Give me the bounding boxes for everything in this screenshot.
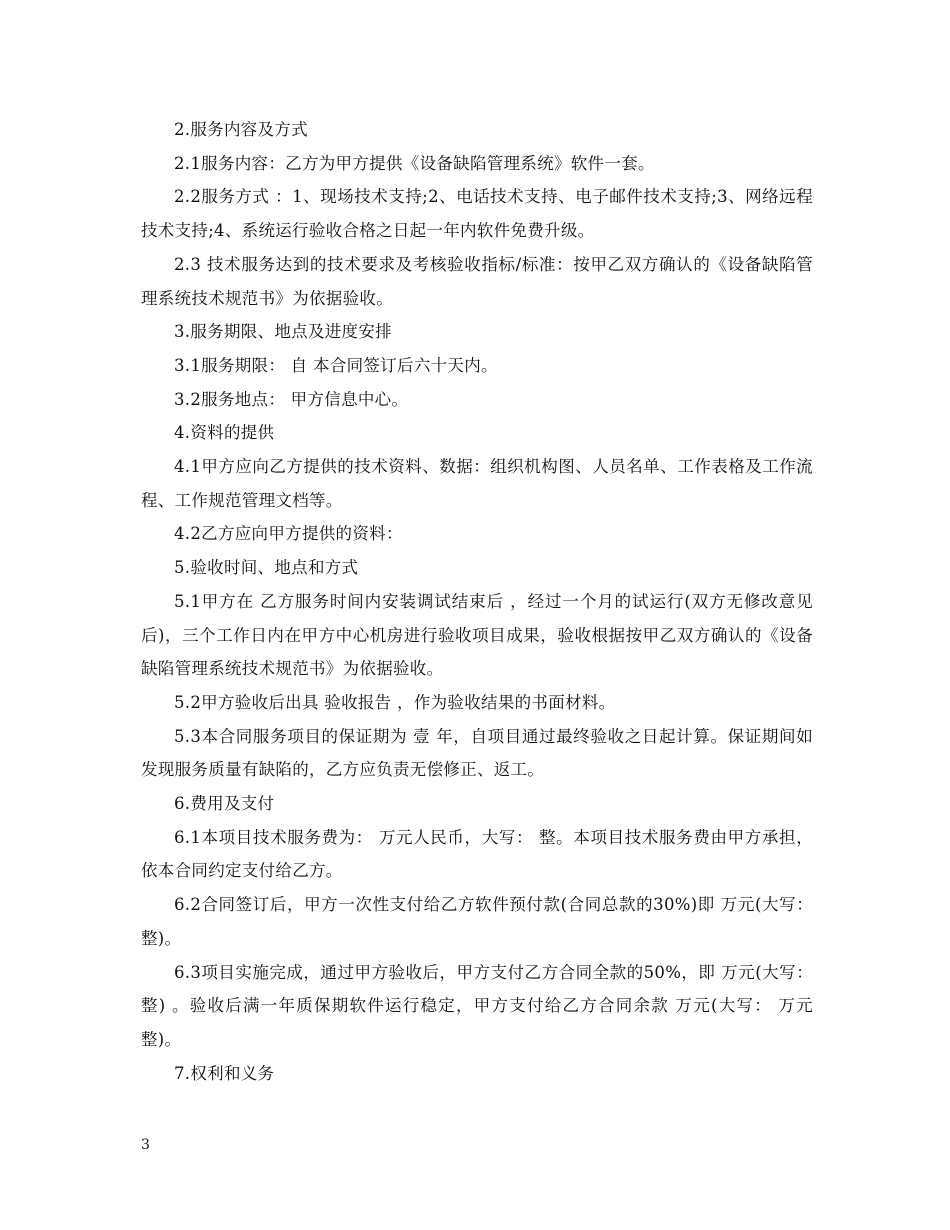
paragraph-section-5: 5.验收时间、地点和方式 (174, 558, 359, 578)
paragraph-5-3: 5.3本合同服务项目的保证期为 壹 年，自项目通过最终验收之日起计算。保证期间如发现服务质量有缺陷的，乙方应负责无偿修正、返工。 (141, 726, 813, 780)
paragraph-6-1: 6.1本项目技术服务费为： 万元人民币，大写： 整。本项目技术服务费由甲方承担，依本合同约定支付给乙方。 (141, 827, 813, 881)
paragraph-section-6: 6.费用及支付 (174, 794, 275, 814)
paragraph-2-3: 2.3 技术服务达到的技术要求及考核验收指标/标准：按甲乙双方确认的《设备缺陷管理系统技术规范书》为依据验收。 (141, 254, 813, 308)
paragraph-section-3: 3.服务期限、地点及进度安排 (174, 322, 392, 342)
paragraph-3-2: 3.2服务地点： 甲方信息中心。 (174, 389, 409, 409)
paragraph-4-1: 4.1甲方应向乙方提供的技术资料、数据：组织机构图、人员名单、工作表格及工作流程、工作规范管理文档等。 (141, 457, 813, 510)
paragraph-section-7: 7.权利和义务 (174, 1063, 275, 1083)
paragraph-6-2: 6.2合同签订后，甲方一次性支付给乙方软件预付款(合同总款的30%)即 万元(大写： 整)。 (141, 895, 813, 948)
paragraph-5-2: 5.2甲方验收后出具 验收报告 ，作为验收结果的书面材料。 (174, 692, 616, 712)
contract-body (141, 113, 813, 1090)
page-number: 3 (141, 1137, 150, 1153)
paragraph-section-4: 4.资料的提供 (174, 423, 275, 443)
paragraph-6-3: 6.3项目实施完成，通过甲方验收后，甲方支付乙方合同全款的50%，即 万元(大写： 整) 。验收后满一年质保期软件运行稳定，甲方支付给乙方合同余款 万元(大写： 万元整)。 (141, 962, 813, 1049)
paragraph-2-1: 2.1服务内容：乙方为甲方提供《设备缺陷管理系统》软件一套。 (174, 153, 655, 173)
paragraph-5-1: 5.1甲方在 乙方服务时间内安装调试结束后 ，经过一个月的试运行(双方无修改意见后)，三个工作日内在甲方中心机房进行验收项目成果，验收根据按甲乙双方确认的《设备缺陷管理系统技术规范书》为依据验收。 (141, 591, 813, 679)
paragraph-2-2: 2.2服务方式 ：1、现场技术支持;2、电话技术支持、电子邮件技术支持;3、网络远程技术支持;4、系统运行验收合格之日起一年内软件免费升级。 (141, 187, 813, 241)
paragraph-section-2: 2.服务内容及方式 (174, 120, 308, 139)
paragraph-4-2: 4.2乙方应向甲方提供的资料： (174, 524, 403, 544)
paragraph-3-1: 3.1服务期限： 自 本合同签订后六十天内。 (174, 355, 498, 375)
